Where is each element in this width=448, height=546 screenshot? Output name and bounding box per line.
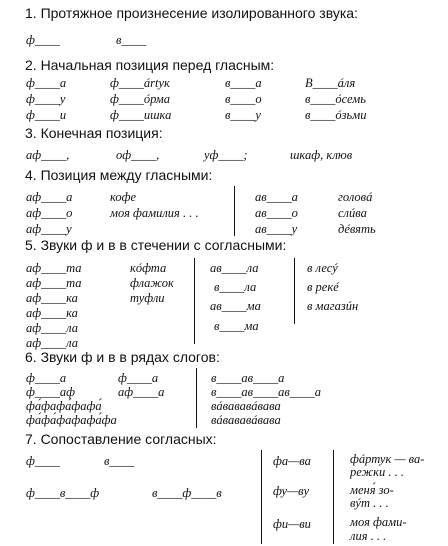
s3-item: шкаф, клюв bbox=[290, 148, 353, 162]
s4-item: ав____а bbox=[255, 190, 298, 204]
s4-item: аф____а bbox=[26, 190, 73, 204]
s5-item: в____ма bbox=[214, 319, 259, 333]
s7-item: фи—ви bbox=[273, 517, 311, 531]
section-5-heading: 5. Звуки ф и в в стечении с согласными: bbox=[25, 237, 287, 253]
section-4-heading: 4. Позиция между гласными: bbox=[25, 167, 213, 183]
s7-item: режки . . . bbox=[350, 465, 404, 479]
s7-item: в____ bbox=[104, 454, 135, 468]
s4-item: аф____у bbox=[26, 222, 72, 236]
s4-item: кофе bbox=[110, 190, 137, 204]
s5-item: в лесý bbox=[307, 261, 338, 275]
s2-item: ф____у bbox=[26, 92, 66, 106]
s6-item: аф____а bbox=[118, 385, 165, 399]
s2-item: ф____и bbox=[26, 108, 67, 122]
s7-item: ф____в____ф bbox=[26, 486, 100, 500]
s7-item: в____ф____в bbox=[152, 486, 222, 500]
s5-item: аф____ка bbox=[26, 291, 78, 305]
s4-item: дéвять bbox=[338, 222, 376, 236]
s7-item: фáртук — ва- bbox=[350, 452, 425, 466]
s2-item: В____áля bbox=[305, 76, 356, 90]
s2-item: ф____óрма bbox=[110, 92, 170, 106]
s6-item: в____ав____а bbox=[211, 371, 285, 385]
s4-item: ав____о bbox=[255, 206, 298, 220]
s6-item: фа́фа́фафафа́фа bbox=[26, 413, 117, 427]
s2-item: в____о bbox=[225, 92, 262, 106]
s5-item: флажок bbox=[130, 276, 174, 290]
s2-item: ф____ишка bbox=[110, 108, 172, 122]
s7-item: моя фами- bbox=[350, 515, 407, 529]
s5-item: аф____та bbox=[26, 276, 82, 290]
s4-item: аф____о bbox=[26, 206, 73, 220]
s5-item: аф____ла bbox=[26, 336, 78, 350]
s3-item: аф____, bbox=[26, 148, 70, 162]
s5-item: ав____ма bbox=[210, 299, 261, 313]
s2-item: ф____ártук bbox=[110, 76, 170, 90]
s2-item: в____а bbox=[225, 76, 262, 90]
s7-item: вýт . . . bbox=[350, 496, 389, 510]
s6-item: ф____аф bbox=[26, 385, 75, 399]
s5-item: кóфта bbox=[130, 261, 167, 275]
s5-item: туфли bbox=[130, 291, 165, 305]
s7-item: меня́ зо- bbox=[350, 483, 394, 497]
s6-item: фа́фафа́фафа́ bbox=[26, 399, 102, 413]
s5-item: аф____ла bbox=[26, 321, 78, 335]
s1-item: ф____ bbox=[26, 33, 60, 47]
s4-item: моя фамилия . . . bbox=[110, 206, 199, 220]
s5-item: аф____ка bbox=[26, 306, 78, 320]
column-divider bbox=[294, 258, 295, 324]
s3-item: уф____; bbox=[204, 148, 248, 162]
section-3-heading: 3. Конечная позиция: bbox=[25, 125, 163, 141]
s2-item: в____óсемь bbox=[305, 92, 366, 106]
s2-item: в____óзьми bbox=[305, 108, 367, 122]
s2-item: в____у bbox=[225, 108, 261, 122]
s1-item: в____ bbox=[116, 33, 147, 47]
s7-item: фу—ву bbox=[273, 484, 310, 498]
s7-item: ф____ bbox=[26, 454, 60, 468]
s6-item: в____ав____ав____а bbox=[211, 385, 322, 399]
s6-item: вáвававáвава bbox=[211, 399, 281, 413]
s3-item: оф____, bbox=[116, 148, 160, 162]
section-1-heading: 1. Протяжное произнесение изолированного звука: bbox=[25, 5, 358, 21]
s4-item: слúва bbox=[338, 206, 367, 220]
column-divider bbox=[194, 258, 195, 344]
s6-item: ф____а bbox=[118, 371, 159, 385]
s4-item: ав____у bbox=[255, 222, 298, 236]
s2-item: ф____а bbox=[26, 76, 67, 90]
s6-item: ф____а bbox=[26, 371, 67, 385]
section-7-heading: 7. Сопоставление согласных: bbox=[25, 431, 217, 447]
column-divider bbox=[196, 368, 197, 428]
column-divider bbox=[261, 450, 262, 544]
s4-item: головá bbox=[338, 190, 373, 204]
s7-item: фа—ва bbox=[273, 454, 311, 468]
s7-item: лия . . . bbox=[350, 529, 387, 543]
s5-item: ав____ла bbox=[210, 261, 259, 275]
s5-item: в рекé bbox=[307, 280, 339, 294]
column-divider bbox=[234, 186, 235, 236]
column-divider bbox=[333, 450, 334, 544]
section-6-heading: 6. Звуки ф и в в рядах слогов: bbox=[25, 349, 220, 365]
s5-item: в магазúн bbox=[307, 299, 359, 313]
section-2-heading: 2. Начальная позиция перед гласным: bbox=[25, 57, 275, 73]
s5-item: аф____та bbox=[26, 261, 82, 275]
s6-item: вáвававáвава bbox=[211, 413, 281, 427]
s5-item: в____ла bbox=[214, 280, 257, 294]
